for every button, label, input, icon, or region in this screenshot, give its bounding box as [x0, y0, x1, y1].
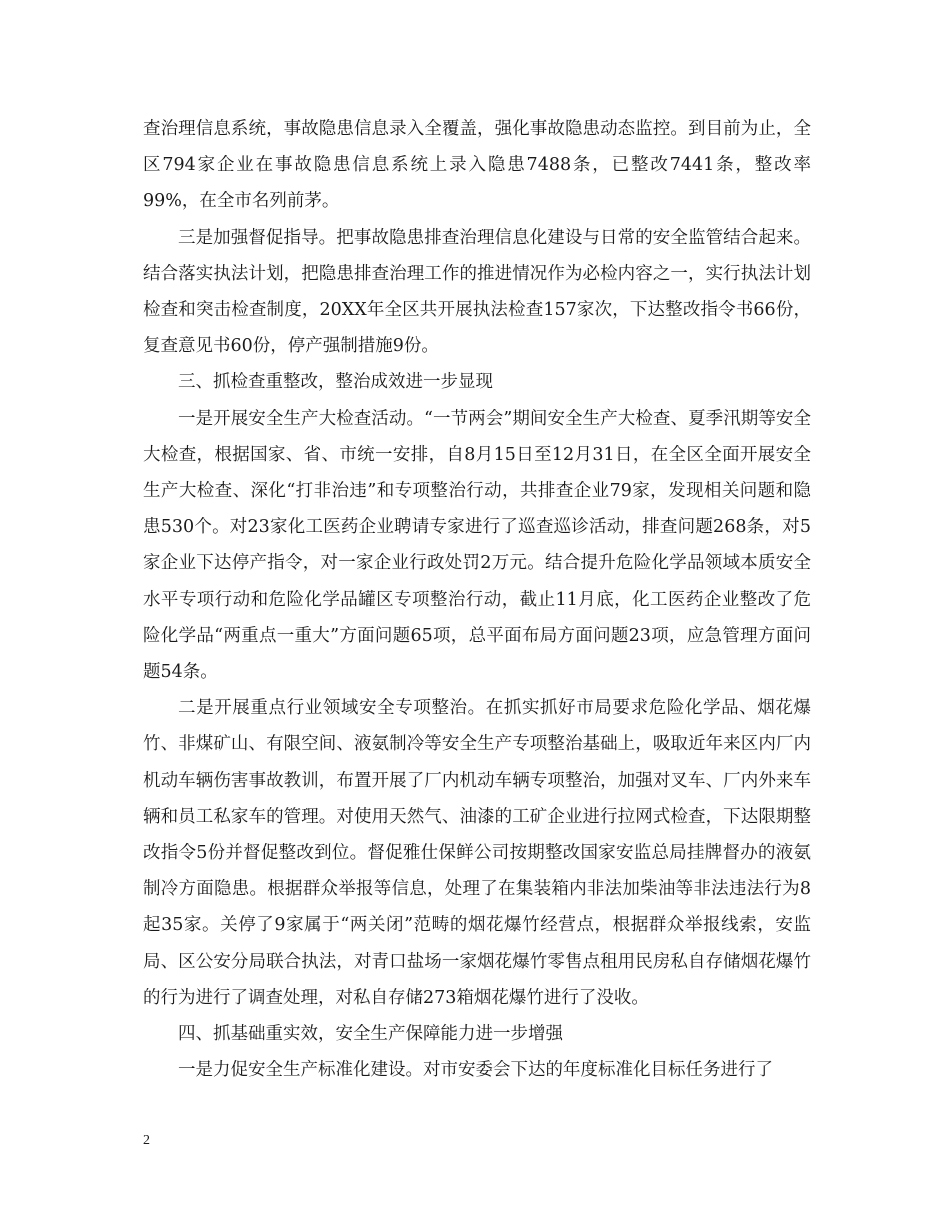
section-heading-3: 三、抓检查重整改，整治成效进一步显现 [178, 372, 493, 393]
section-heading-4: 四、抓基础重实效，安全生产保障能力进一步增强 [178, 1024, 563, 1045]
document-body [143, 111, 811, 1088]
paragraph-7: 一是力促安全生产标准化建设。对市安委会下达的年度标准化目标任务进行了 [178, 1060, 773, 1081]
paragraph-5: 二是开展重点行业领域安全专项整治。在抓实抓好市局要求危险化学品、烟花爆竹、非煤矿山、有限空间、液氨制冷等安全生产专项整治基础上，吸取近年来区内厂内机动车辆伤害事故教训，布置开展了厂内机动车辆专项整治，加强对叉车、厂内外来车辆和员工私家车的管理。对使用天然气、油漆的工矿企业进行拉网式检查，下达限期整改指令5份并督促整改到位。督促雅仕保鲜公司按期整改国家安监总局挂牌督办的液氨制冷方面隐患。根据群众举报等信息，处理了在集装箱内非法加柴油等非法违法行为8起35家。关停了9家属于“两关闭”范畴的烟花爆竹经营点，根据群众举报线索，安监局、区公安分局联合执法，对青口盐场一家烟花爆竹零售点租用民房私自存储烟花爆竹的行为进行了调查处理，对私自存储273箱烟花爆竹进行了没收。 [143, 698, 811, 1008]
page-number: 2 [143, 1133, 150, 1148]
paragraph-4: 一是开展安全生产大检查活动。“一节两会”期间安全生产大检查、夏季汛期等安全大检查，根据国家、省、市统一安排，自8月15日至12月31日，在全区全面开展安全生产大检查、深化“打非治违”和专项整治行动，共排查企业79家，发现相关问题和隐患530个。对23家化工医药企业聘请专家进行了巡查巡诊活动，排查问题268条，对5家企业下达停产指令，对一家企业行政处罚2万元。结合提升危险化学品领域本质安全水平专项行动和危险化学品罐区专项整治行动，截止11月底，化工医药企业整改了危险化学品“两重点一重大”方面问题65项，总平面布局方面问题23项，应急管理方面问题54条。 [143, 408, 811, 683]
paragraph-2: 三是加强督促指导。把事故隐患排查治理信息化建设与日常的安全监管结合起来。结合落实执法计划，把隐患排查治理工作的推进情况作为必检内容之一，实行执法计划检查和突击检查制度，20XX年全区共开展执法检查157家次，下达整改指令书66份，复查意见书60份，停产强制措施9份。 [143, 227, 811, 357]
paragraph-1: 查治理信息系统，事故隐患信息录入全覆盖，强化事故隐患动态监控。到目前为止，全区794家企业在事故隐患信息系统上录入隐患7488条，已整改7441条，整改率99%，在全市名列前茅。 [143, 119, 811, 212]
